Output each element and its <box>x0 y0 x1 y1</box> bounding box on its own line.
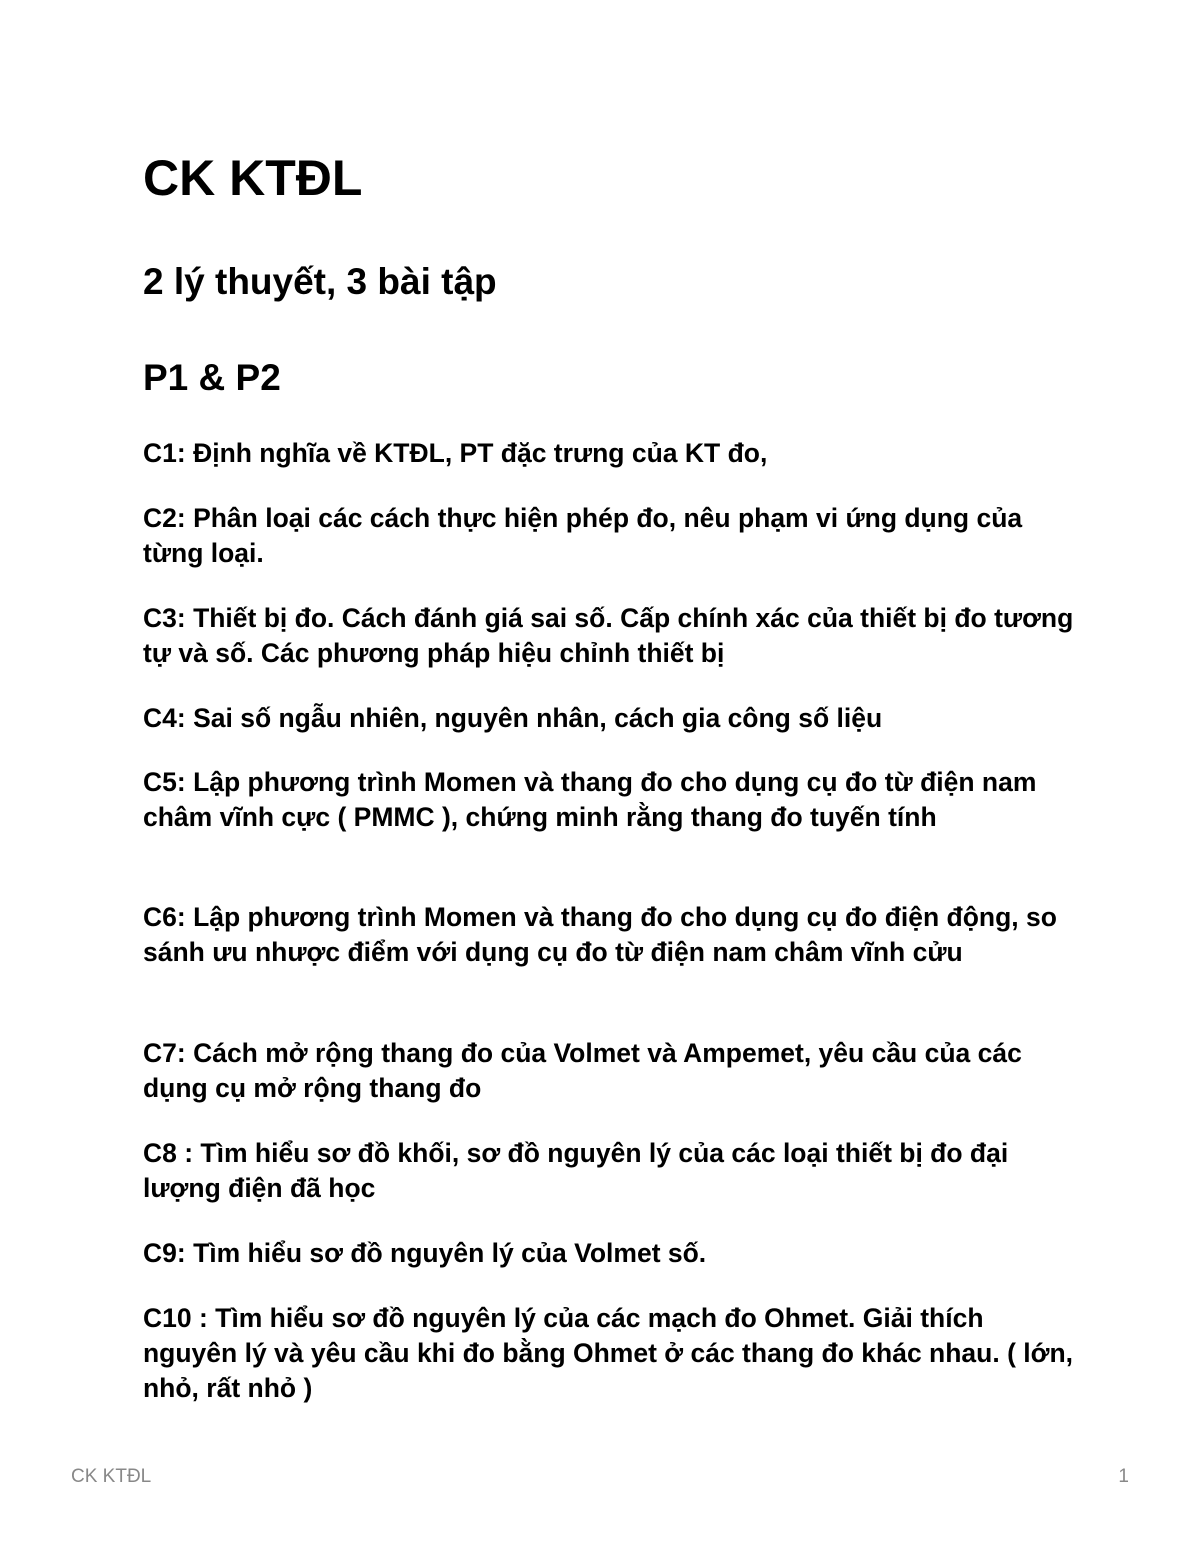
question-c4: C4: Sai số ngẫu nhiên, nguyên nhân, cách gia công số liệu <box>143 703 883 733</box>
question-c10: C10 : Tìm hiểu sơ đồ nguyên lý của các mạch đo Ohmet. Giải thích nguyên lý và yêu cầu khi đo bằng Ohmet ở các thang đo khác nhau. ( lớn, nhỏ, rất nhỏ ) <box>143 1303 1074 1403</box>
question-c9: C9: Tìm hiểu sơ đồ nguyên lý của Volmet số. <box>143 1238 707 1268</box>
footer-doc-title: CK KTĐL <box>71 1466 152 1487</box>
question-c6: C6: Lập phương trình Momen và thang đo cho dụng cụ đo điện động, so sánh ưu nhược điểm với dụng cụ đo từ điện nam châm vĩnh cửu <box>143 902 1057 967</box>
document-subtitle: 2 lý thuyết, 3 bài tập <box>143 261 497 302</box>
question-c7: C7: Cách mở rộng thang đo của Volmet và Ampemet, yêu cầu của các dụng cụ mở rộng thang đo <box>143 1038 1022 1103</box>
footer-page-number: 1 <box>1118 1466 1129 1487</box>
question-c3: C3: Thiết bị đo. Cách đánh giá sai số. Cấp chính xác của thiết bị đo tương tự và số. Các phương pháp hiệu chỉnh thiết bị <box>143 603 1074 668</box>
section-heading: P1 & P2 <box>143 357 281 398</box>
question-c5: C5: Lập phương trình Momen và thang đo cho dụng cụ đo từ điện nam châm vĩnh cực ( PMMC ), chứng minh rằng thang đo tuyến tính <box>143 767 1037 832</box>
question-c2: C2: Phân loại các cách thực hiện phép đo, nêu phạm vi ứng dụng của từng loại. <box>143 503 1023 568</box>
document-title: CK KTĐL <box>143 150 363 206</box>
question-c1: C1: Định nghĩa về KTĐL, PT đặc trưng của KT đo, <box>143 438 768 468</box>
question-c8: C8 : Tìm hiểu sơ đồ khối, sơ đồ nguyên lý của các loại thiết bị đo đại lượng điện đã học <box>143 1138 1009 1203</box>
